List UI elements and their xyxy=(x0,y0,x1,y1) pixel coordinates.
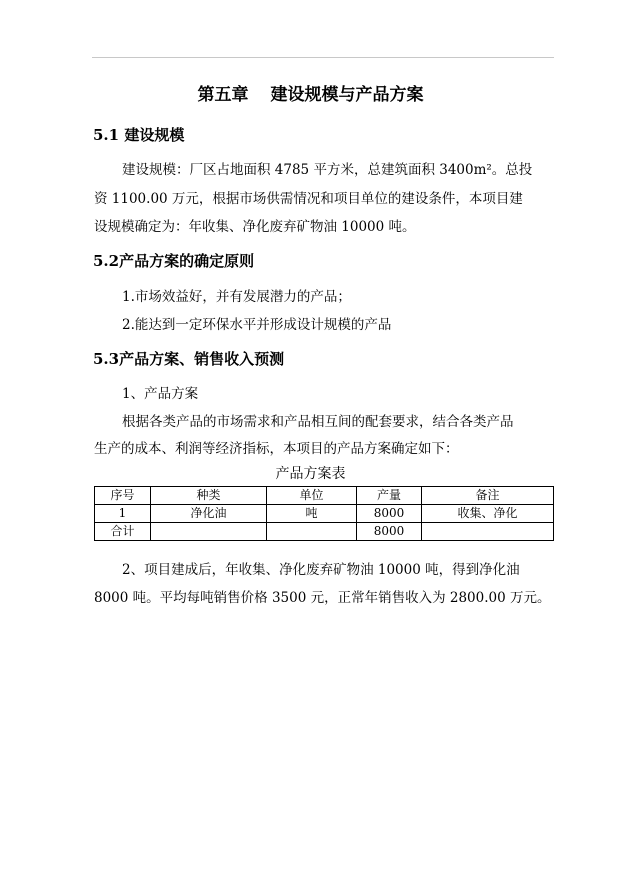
paragraph-line: 建设规模：厂区占地面积 4785 平方米，总建筑面积 3400m²。总投 xyxy=(122,162,533,178)
table-cell: 合计 xyxy=(95,523,151,541)
header-cell: 序号 xyxy=(95,487,151,505)
table-cell xyxy=(151,523,267,541)
section-heading-5-2: 5.2产品方案的确定原则 xyxy=(93,252,255,270)
paragraph-line: 设规模确定为：年收集、净化废弃矿物油 10000 吨。 xyxy=(94,219,416,235)
header-cell: 备注 xyxy=(422,487,554,505)
table-cell: 1 xyxy=(95,505,151,523)
chapter-number: 第五章 xyxy=(197,85,249,105)
table-cell: 8000 xyxy=(357,523,422,541)
subheading: 1、产品方案 xyxy=(122,386,199,402)
table-cell: 收集、净化 xyxy=(422,505,554,523)
header-cell: 产量 xyxy=(357,487,422,505)
paragraph-line: 根据各类产品的市场需求和产品相互间的配套要求，结合各类产品 xyxy=(122,414,514,430)
list-item: 1.市场效益好，并有发展潜力的产品； xyxy=(122,289,351,305)
paragraph-line: 8000 吨。平均每吨销售价格 3500 元，正常年销售收入为 2800.00 万元。 xyxy=(94,590,551,606)
table-cell xyxy=(267,523,357,541)
table-header-row xyxy=(95,487,554,505)
paragraph-line: 资 1100.00 万元，根据市场供需情况和项目单位的建设条件，本项目建 xyxy=(94,191,523,207)
header-rule xyxy=(92,57,554,58)
table-row xyxy=(95,523,554,541)
section-heading-5-3: 5.3产品方案、销售收入预测 xyxy=(93,350,285,368)
chapter-title xyxy=(0,80,621,105)
list-item: 2.能达到一定环保水平并形成设计规模的产品 xyxy=(122,317,392,333)
header-cell: 种类 xyxy=(151,487,267,505)
table-caption: 产品方案表 xyxy=(275,466,346,482)
table-cell xyxy=(422,523,554,541)
table-cell: 8000 xyxy=(357,505,422,523)
paragraph-line: 生产的成本、利润等经济指标，本项目的产品方案确定如下： xyxy=(94,441,459,457)
section-heading-5-1: 5.1 建设规模 xyxy=(93,126,185,144)
table-row xyxy=(95,505,554,523)
chapter-name: 建设规模与产品方案 xyxy=(270,85,424,105)
table-cell: 净化油 xyxy=(151,505,267,523)
product-table xyxy=(94,486,554,541)
table-cell: 吨 xyxy=(267,505,357,523)
header-cell: 单位 xyxy=(267,487,357,505)
paragraph-line: 2、项目建成后，年收集、净化废弃矿物油 10000 吨，得到净化油 xyxy=(122,562,520,578)
